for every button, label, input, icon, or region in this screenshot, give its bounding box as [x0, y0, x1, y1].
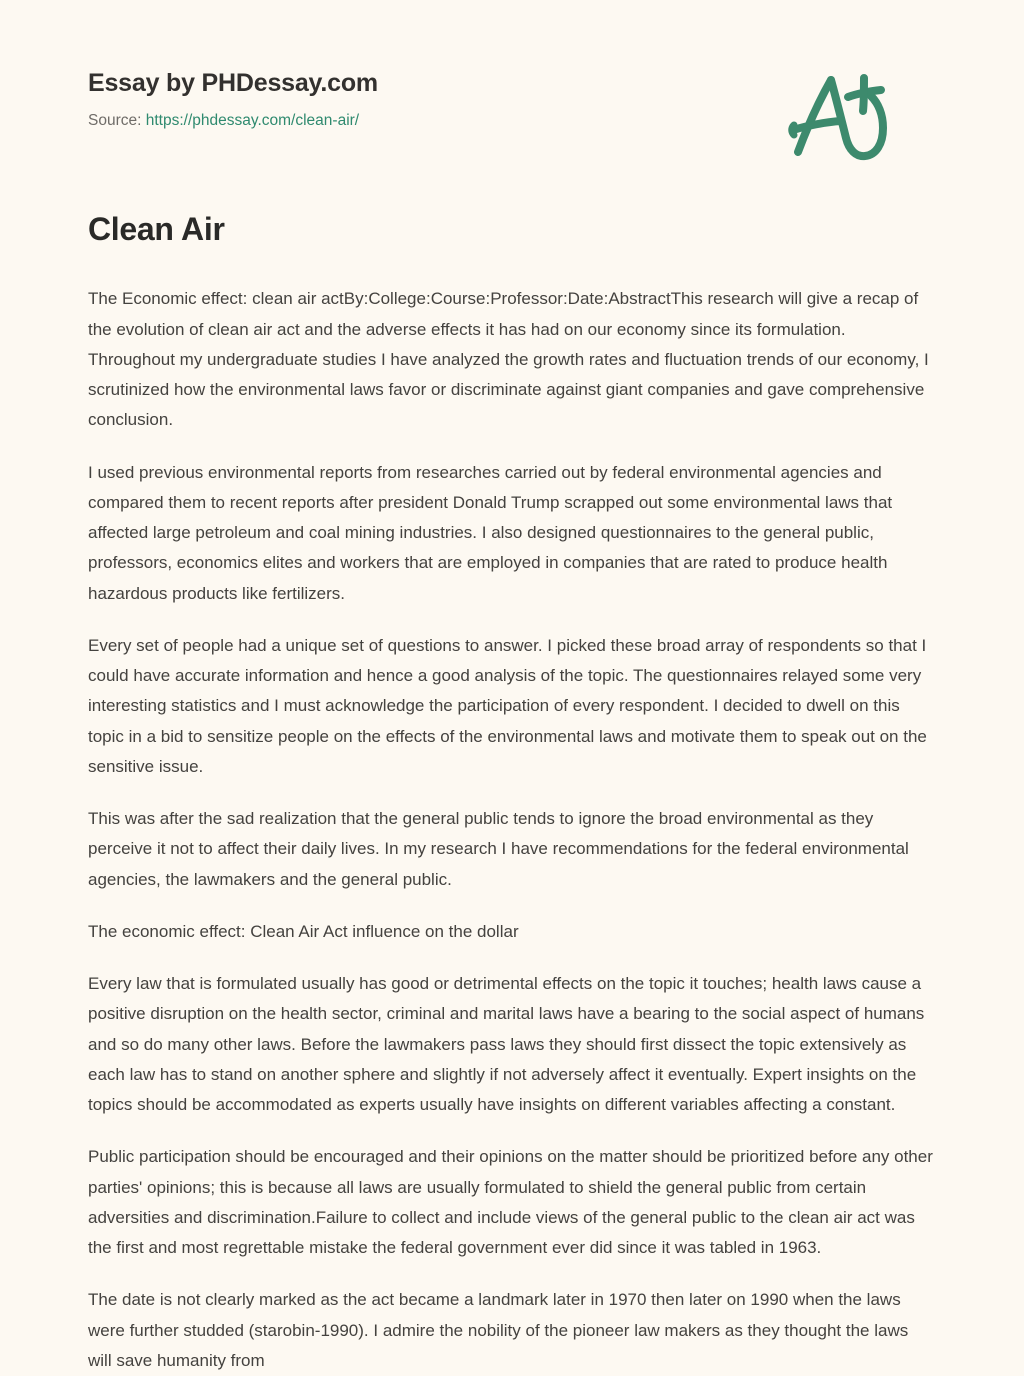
- header-left-block: [88, 60, 378, 131]
- paragraph: This was after the sad realization that the general public tends to ignore the broad environmental as they perceive it not to affect their daily lives. In my research I have recommendations for the federal environmental agencies, the lawmakers and the general public.: [88, 809, 909, 889]
- essay-paragraphs: [88, 284, 936, 1376]
- article-body: [0, 210, 1024, 1376]
- paragraph: Public participation should be encouraged and their opinions on the matter should be prioritized before any other parties' opinions; this is because all laws are usually formulated to shield the general public from certain adversities and discrimination.Failure to collect and include views of the general public to the clean air act was the first and most regrettable mistake the federal government ever did since it was tabled in 1963.: [88, 1147, 933, 1258]
- paragraph: Every set of people had a unique set of questions to answer. I picked these broad array of respondents so that I could have accurate information and hence a good analysis of the topic. The questionnaires relayed some very interesting statistics and I must acknowledge the participation of every respondent. I decided to dwell on this topic in a bid to sensitize people on the effects of the environmental laws and motivate them to speak out on the sensitive issue.: [88, 635, 927, 776]
- paragraph-subheading: The economic effect: Clean Air Act influence on the dollar: [88, 921, 519, 941]
- a-plus-logo: [770, 64, 902, 168]
- source-line: [88, 111, 378, 131]
- paragraph: Every law that is formulated usually has good or detrimental effects on the topic it touches; health laws cause a positive disruption on the health sector, criminal and marital laws have a bearing to the social aspect of humans and so do many other laws. Before the lawmakers pass laws they should first dissect the topic extensively as each law has to stand on another sphere and slightly if not adversely affect it eventually. Expert insights on the topics should be accommodated as experts usually have insights on different variables affecting a constant.: [88, 974, 925, 1115]
- page-header: [0, 0, 1024, 168]
- paragraph: The Economic effect: clean air actBy:College:Course:Professor:Date:AbstractThis research will give a recap of the evolution of clean air act and the adverse effects it has had on our economy since its formulation. Throughout my undergraduate studies I have analyzed the growth rates and fluctuation trends of our economy, I scrutinized how the environmental laws favor or discriminate against giant companies and gave comprehensive conclusion.: [88, 289, 929, 430]
- source-label: Source:: [88, 112, 142, 129]
- source-url-link[interactable]: https://phdessay.com/clean-air/: [145, 112, 360, 129]
- paragraph: I used previous environmental reports from researches carried out by federal environmental agencies and compared them to recent reports after president Donald Trump scrapped out some environmental laws that affected large petroleum and coal mining industries. I also designed questionnaires to the general public, professors, economics elites and workers that are employed in companies that are rated to produce health hazardous products like fertilizers.: [88, 462, 893, 603]
- brand-title: Essay by PHDessay.com: [88, 69, 378, 97]
- a-plus-logo-icon: [770, 64, 902, 168]
- page-title: Clean Air: [88, 211, 225, 247]
- paragraph: The date is not clearly marked as the act became a landmark later in 1970 then later on 1990 when the laws were further studded (starobin-1990). I admire the nobility of the pioneer law makers as they thought the laws will save humanity from: [88, 1290, 909, 1370]
